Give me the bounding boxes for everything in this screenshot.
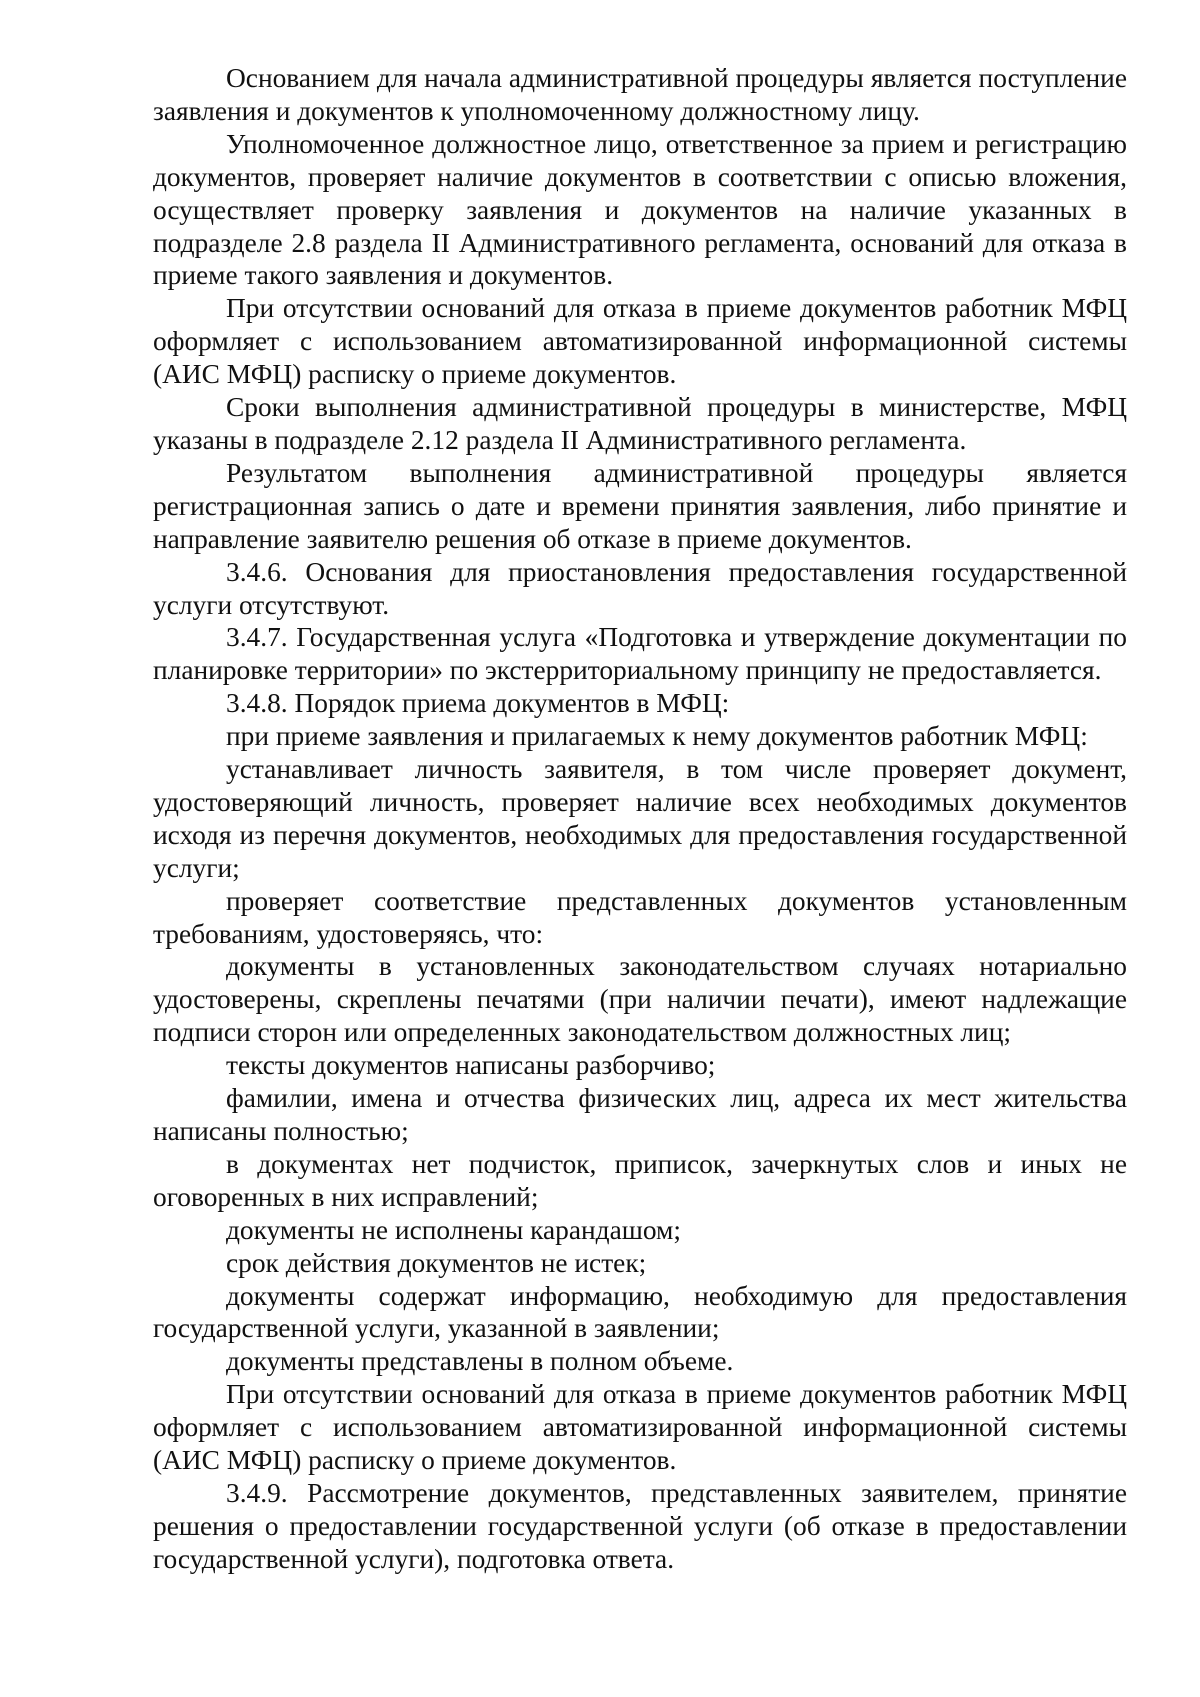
list-item-notarized: документы в установленных законодательством случаях нотариально удостоверены, скреплены печатями (при наличии печати), имеют надлежащие подписи сторон или определенных законодательством должностных лиц;	[153, 951, 1127, 1048]
paragraph-3-4-8: 3.4.8. Порядок приема документов в МФЦ:	[226, 688, 730, 719]
paragraph-procedure-result: Результатом выполнения административной процедуры является регистрационная запись о дате и времени принятия заявления, либо принятие и направление заявителю решения об отказе в приеме документов.	[153, 457, 1127, 554]
list-item-complete: документы представлены в полном объеме.	[226, 1346, 734, 1377]
paragraph-identity-check: устанавливает личность заявителя, в том числе проверяет документ, удостоверяющий личность, проверяет наличие всех необходимых документов исходя из перечня документов, необходимых для предоставления государственной услуги;	[153, 754, 1127, 883]
paragraph-receipt-issuance-repeat: При отсутствии оснований для отказа в приеме документов работник МФЦ оформляет с использованием автоматизированной информационной системы (АИС МФЦ) расписку о приеме документов.	[153, 1379, 1127, 1476]
paragraph-3-4-6: 3.4.6. Основания для приостановления предоставления государственной услуги отсутствуют.	[153, 556, 1127, 620]
list-item-no-pencil: документы не исполнены карандашом;	[226, 1214, 681, 1245]
list-item-contains-info: документы содержат информацию, необходимую для предоставления государственной услуги, указанной в заявлении;	[153, 1280, 1127, 1344]
paragraph-requirements-check: проверяет соответствие представленных документов установленным требованиям, удостоверяясь, что:	[153, 885, 1127, 949]
list-item-full-names: фамилии, имена и отчества физических лиц, адреса их мест жительства написаны полностью;	[153, 1083, 1127, 1146]
paragraph-procedure-deadlines: Сроки выполнения административной процедуры в министерстве, МФЦ указаны в подразделе 2.12 раздела II Административного регламента.	[153, 392, 1127, 455]
list-item-legible: тексты документов написаны разборчиво;	[226, 1050, 716, 1081]
paragraph-3-4-9: 3.4.9. Рассмотрение документов, представленных заявителем, принятие решения о предоставлении государственной услуги (об отказе в предоставлении государственной услуги), подготовка ответа.	[153, 1477, 1127, 1574]
paragraph-3-4-7: 3.4.7. Государственная услуга «Подготовка и утверждение документации по планировке территории» по экстерриториальному принципу не предоставляется.	[153, 622, 1127, 686]
list-item-not-expired: срок действия документов не истек;	[226, 1247, 647, 1278]
paragraph-receipt-issuance: При отсутствии оснований для отказа в приеме документов работник МФЦ оформляет с использованием автоматизированной информационной системы (АИС МФЦ) расписку о приеме документов.	[153, 293, 1127, 390]
paragraph-mfc-worker-intro: при приеме заявления и прилагаемых к нему документов работник МФЦ:	[226, 721, 1088, 752]
document-page	[153, 62, 1127, 1576]
list-item-no-erasures: в документах нет подчисток, приписок, зачеркнутых слов и иных не оговоренных в них исправлений;	[153, 1148, 1127, 1212]
paragraph-basis-for-procedure: Основанием для начала административной процедуры является поступление заявления и документов к уполномоченному должностному лицу.	[153, 63, 1127, 126]
paragraph-authorized-official: Уполномоченное должностное лицо, ответственное за прием и регистрацию документов, проверяет наличие документов в соответствии с описью вложения, осуществляет проверку заявления и документов на наличие указанных в подразделе 2.8 раздела II Административного регламента, оснований для отказа в приеме такого заявления и документов.	[153, 128, 1127, 291]
